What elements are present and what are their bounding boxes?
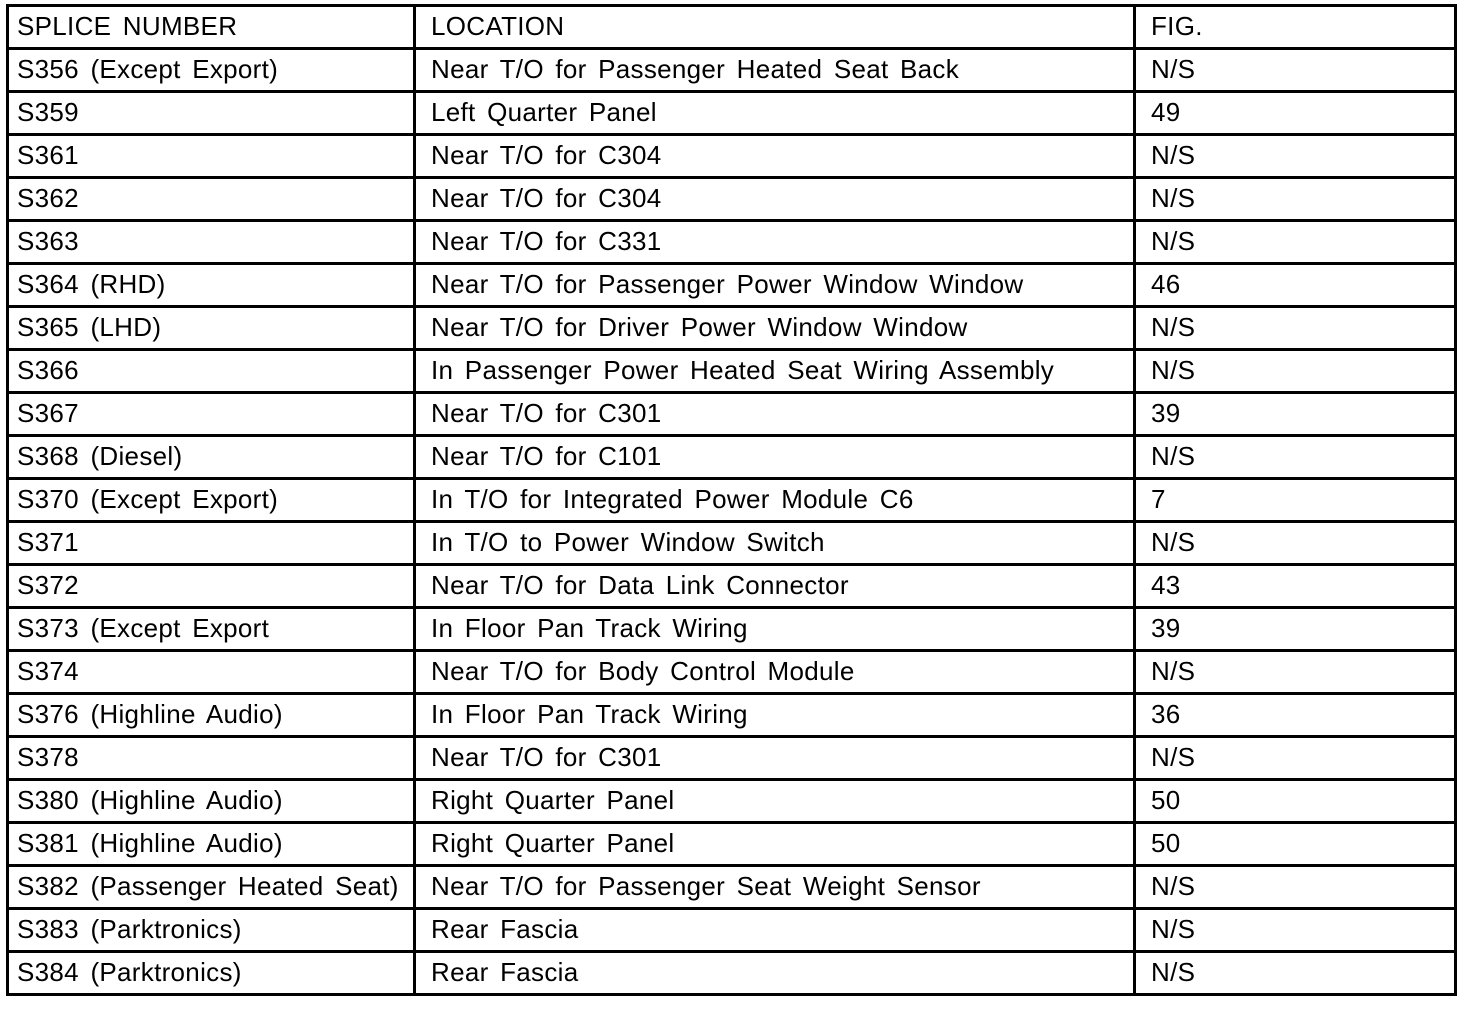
splice-number-cell: S374 bbox=[8, 651, 415, 694]
location-cell: In T/O to Power Window Switch bbox=[415, 522, 1135, 565]
location-cell: Near T/O for Passenger Heated Seat Back bbox=[415, 49, 1135, 92]
location-cell: In Passenger Power Heated Seat Wiring Assembly bbox=[415, 350, 1135, 393]
splice-number-cell: S364 (RHD) bbox=[8, 264, 415, 307]
splice-number-cell: S383 (Parktronics) bbox=[8, 909, 415, 952]
splice-number-cell: S359 bbox=[8, 92, 415, 135]
fig-cell: N/S bbox=[1135, 49, 1456, 92]
splice-number-cell: S366 bbox=[8, 350, 415, 393]
fig-cell: N/S bbox=[1135, 866, 1456, 909]
table-body bbox=[8, 49, 1456, 995]
header-splice-number: SPLICE NUMBER bbox=[8, 6, 415, 49]
fig-cell: 46 bbox=[1135, 264, 1456, 307]
fig-cell: N/S bbox=[1135, 522, 1456, 565]
table-row bbox=[8, 307, 1456, 350]
splice-number-cell: S363 bbox=[8, 221, 415, 264]
fig-cell: 39 bbox=[1135, 608, 1456, 651]
location-cell: Near T/O for Passenger Power Window Window bbox=[415, 264, 1135, 307]
location-cell: Near T/O for C331 bbox=[415, 221, 1135, 264]
fig-cell: N/S bbox=[1135, 952, 1456, 995]
location-cell: Near T/O for C304 bbox=[415, 178, 1135, 221]
table-row bbox=[8, 436, 1456, 479]
fig-cell: 50 bbox=[1135, 780, 1456, 823]
splice-number-cell: S370 (Except Export) bbox=[8, 479, 415, 522]
fig-cell: 39 bbox=[1135, 393, 1456, 436]
location-cell: Near T/O for C101 bbox=[415, 436, 1135, 479]
header-location: LOCATION bbox=[415, 6, 1135, 49]
splice-number-cell: S376 (Highline Audio) bbox=[8, 694, 415, 737]
splice-number-cell: S371 bbox=[8, 522, 415, 565]
location-cell: Near T/O for C301 bbox=[415, 737, 1135, 780]
location-cell: Near T/O for Data Link Connector bbox=[415, 565, 1135, 608]
splice-number-cell: S365 (LHD) bbox=[8, 307, 415, 350]
table-row bbox=[8, 49, 1456, 92]
location-cell: Near T/O for Body Control Module bbox=[415, 651, 1135, 694]
table-row bbox=[8, 823, 1456, 866]
table-row bbox=[8, 694, 1456, 737]
location-cell: Left Quarter Panel bbox=[415, 92, 1135, 135]
splice-number-cell: S368 (Diesel) bbox=[8, 436, 415, 479]
table-row bbox=[8, 780, 1456, 823]
fig-cell: N/S bbox=[1135, 135, 1456, 178]
location-cell: Near T/O for Driver Power Window Window bbox=[415, 307, 1135, 350]
splice-number-cell: S384 (Parktronics) bbox=[8, 952, 415, 995]
location-cell: Near T/O for Passenger Seat Weight Sensor bbox=[415, 866, 1135, 909]
location-cell: In Floor Pan Track Wiring bbox=[415, 608, 1135, 651]
header-fig: FIG. bbox=[1135, 6, 1456, 49]
fig-cell: 50 bbox=[1135, 823, 1456, 866]
fig-cell: N/S bbox=[1135, 307, 1456, 350]
fig-cell: N/S bbox=[1135, 737, 1456, 780]
table-row bbox=[8, 522, 1456, 565]
fig-cell: 43 bbox=[1135, 565, 1456, 608]
table-row bbox=[8, 608, 1456, 651]
table-row bbox=[8, 92, 1456, 135]
table-row bbox=[8, 866, 1456, 909]
splice-number-cell: S380 (Highline Audio) bbox=[8, 780, 415, 823]
table-row bbox=[8, 135, 1456, 178]
fig-cell: N/S bbox=[1135, 178, 1456, 221]
splice-number-cell: S362 bbox=[8, 178, 415, 221]
table-row bbox=[8, 952, 1456, 995]
table-row bbox=[8, 221, 1456, 264]
location-cell: Rear Fascia bbox=[415, 909, 1135, 952]
table-row bbox=[8, 909, 1456, 952]
splice-number-cell: S361 bbox=[8, 135, 415, 178]
splice-number-cell: S372 bbox=[8, 565, 415, 608]
fig-cell: N/S bbox=[1135, 350, 1456, 393]
splice-location-table bbox=[6, 4, 1457, 996]
location-cell: In Floor Pan Track Wiring bbox=[415, 694, 1135, 737]
table-row bbox=[8, 565, 1456, 608]
splice-number-cell: S381 (Highline Audio) bbox=[8, 823, 415, 866]
fig-cell: 36 bbox=[1135, 694, 1456, 737]
fig-cell: N/S bbox=[1135, 909, 1456, 952]
location-cell: Near T/O for C304 bbox=[415, 135, 1135, 178]
fig-cell: N/S bbox=[1135, 651, 1456, 694]
fig-cell: N/S bbox=[1135, 436, 1456, 479]
location-cell: Rear Fascia bbox=[415, 952, 1135, 995]
splice-number-cell: S356 (Except Export) bbox=[8, 49, 415, 92]
table-row bbox=[8, 737, 1456, 780]
fig-cell: N/S bbox=[1135, 221, 1456, 264]
location-cell: In T/O for Integrated Power Module C6 bbox=[415, 479, 1135, 522]
location-cell: Right Quarter Panel bbox=[415, 780, 1135, 823]
splice-number-cell: S378 bbox=[8, 737, 415, 780]
table-row bbox=[8, 393, 1456, 436]
splice-number-cell: S373 (Except Export bbox=[8, 608, 415, 651]
location-cell: Near T/O for C301 bbox=[415, 393, 1135, 436]
table-row bbox=[8, 264, 1456, 307]
table-row bbox=[8, 350, 1456, 393]
fig-cell: 7 bbox=[1135, 479, 1456, 522]
splice-number-cell: S382 (Passenger Heated Seat) bbox=[8, 866, 415, 909]
splice-number-cell: S367 bbox=[8, 393, 415, 436]
fig-cell: 49 bbox=[1135, 92, 1456, 135]
table-row bbox=[8, 651, 1456, 694]
table-header-row bbox=[8, 6, 1456, 49]
location-cell: Right Quarter Panel bbox=[415, 823, 1135, 866]
table-row bbox=[8, 178, 1456, 221]
table-row bbox=[8, 479, 1456, 522]
